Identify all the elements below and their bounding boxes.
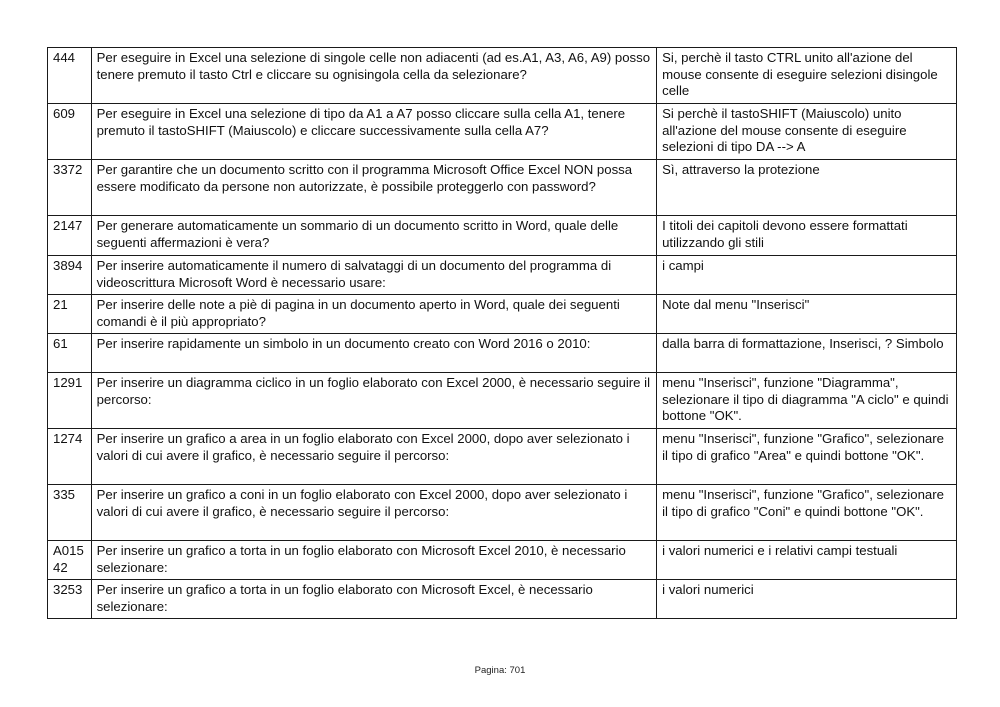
row-question: Per inserire un grafico a area in un foglio elaborato con Excel 2000, dopo aver selezionato i valori di cui avere il grafico, è necessario seguire il percorso: <box>91 429 657 485</box>
table-row <box>48 429 957 485</box>
table-row <box>48 580 957 619</box>
row-answer: Sì, attraverso la protezione <box>657 160 957 216</box>
row-question: Per inserire automaticamente il numero di salvataggi di un documento del programma di videoscrittura Microsoft Word è necessario usare: <box>91 256 657 295</box>
row-id: 21 <box>48 295 92 334</box>
table-row <box>48 216 957 256</box>
table-row <box>48 373 957 429</box>
row-question: Per inserire un grafico a torta in un foglio elaborato con Microsoft Excel, è necessario selezionare: <box>91 580 657 619</box>
page-number: Pagina: 701 <box>474 665 526 676</box>
row-id: 609 <box>48 104 92 160</box>
row-id: 1274 <box>48 429 92 485</box>
row-id: 444 <box>48 48 92 104</box>
row-question: Per garantire che un documento scritto con il programma Microsoft Office Excel NON possa essere modificato da persone non autorizzate, è possibile proteggerlo con password? <box>91 160 657 216</box>
row-answer: i valori numerici e i relativi campi testuali <box>657 541 957 580</box>
row-question: Per eseguire in Excel una selezione di tipo da A1 a A7 posso cliccare sulla cella A1, tenere premuto il tastoSHIFT (Maiuscolo) e cliccare successivamente sulla cella A7? <box>91 104 657 160</box>
row-id: 61 <box>48 334 92 373</box>
row-answer: i valori numerici <box>657 580 957 619</box>
row-answer: menu "Inserisci", funzione "Grafico", selezionare il tipo di grafico "Coni" e quindi bottone "OK". <box>657 485 957 541</box>
row-answer: menu "Inserisci", funzione "Grafico", selezionare il tipo di grafico "Area" e quindi bottone "OK". <box>657 429 957 485</box>
row-id: 1291 <box>48 373 92 429</box>
row-answer: I titoli dei capitoli devono essere formattati utilizzando gli stili <box>657 216 957 256</box>
row-answer: menu "Inserisci", funzione "Diagramma", selezionare il tipo di diagramma "A ciclo" e quindi bottone "OK". <box>657 373 957 429</box>
row-answer: i campi <box>657 256 957 295</box>
table-row <box>48 48 957 104</box>
table-row <box>48 256 957 295</box>
row-question: Per inserire un grafico a coni in un foglio elaborato con Excel 2000, dopo aver selezionato i valori di cui avere il grafico, è necessario seguire il percorso: <box>91 485 657 541</box>
row-id: 3894 <box>48 256 92 295</box>
row-question: Per inserire rapidamente un simbolo in un documento creato con Word 2016 o 2010: <box>91 334 657 373</box>
row-question: Per generare automaticamente un sommario di un documento scritto in Word, quale delle seguenti affermazioni è vera? <box>91 216 657 256</box>
row-question: Per inserire un diagramma ciclico in un foglio elaborato con Excel 2000, è necessario seguire il percorso: <box>91 373 657 429</box>
row-answer: Note dal menu "Inserisci" <box>657 295 957 334</box>
table-row <box>48 485 957 541</box>
row-id: 3253 <box>48 580 92 619</box>
row-answer: Si, perchè il tasto CTRL unito all'azione del mouse consente di eseguire selezioni disingole celle <box>657 48 957 104</box>
table-row <box>48 160 957 216</box>
row-id: 2147 <box>48 216 92 256</box>
row-id: 335 <box>48 485 92 541</box>
row-id: 3372 <box>48 160 92 216</box>
row-question: Per inserire delle note a piè di pagina in un documento aperto in Word, quale dei seguenti comandi è il più appropriato? <box>91 295 657 334</box>
row-id: A01542 <box>48 541 92 580</box>
row-answer: Si perchè il tastoSHIFT (Maiuscolo) unito all'azione del mouse consente di eseguire selezioni di tipo DA --> A <box>657 104 957 160</box>
quiz-table <box>47 47 957 619</box>
row-answer: dalla barra di formattazione, Inserisci, ? Simbolo <box>657 334 957 373</box>
table-row <box>48 104 957 160</box>
table-row <box>48 334 957 373</box>
table-row <box>48 541 957 580</box>
row-question: Per eseguire in Excel una selezione di singole celle non adiacenti (ad es.A1, A3, A6, A9) posso tenere premuto il tasto Ctrl e cliccare su ognisingola cella da selezionare? <box>91 48 657 104</box>
row-question: Per inserire un grafico a torta in un foglio elaborato con Microsoft Excel 2010, è necessario selezionare: <box>91 541 657 580</box>
table-row <box>48 295 957 334</box>
